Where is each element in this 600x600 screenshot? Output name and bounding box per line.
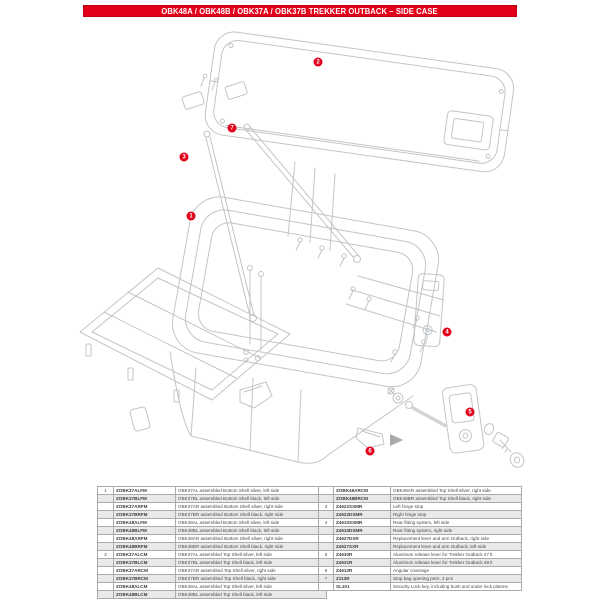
part-code-cell: ZOBK37ARCM (114, 567, 176, 575)
part-number-cell (319, 495, 334, 503)
table-row (98, 527, 327, 535)
lock-assembly-drawing (388, 384, 509, 454)
part-number-cell (98, 511, 114, 519)
part-code-cell: ZOBK37BRCM (114, 575, 176, 583)
part-description-cell: OBK37BL assembled Bottom Shell black, left side (176, 495, 327, 503)
part-number-cell: 3 (319, 503, 334, 511)
part-code-cell: ZOBK48ALFM (114, 519, 176, 527)
part-code-cell: ZOBK48ARCM (334, 487, 391, 495)
part-number-cell (98, 519, 114, 527)
part-description-cell: OBK37BR assembled Top Shell black, right side (176, 575, 327, 583)
part-code-cell: ZOBK48BRCM (334, 495, 391, 503)
table-row (98, 559, 327, 567)
table-row (98, 511, 327, 519)
table-row (98, 591, 327, 599)
part-description-cell: Stop bag opening pern, 2 pcs (391, 575, 522, 583)
part-number-cell (98, 583, 114, 591)
part-description-cell: Angular coverage (391, 567, 522, 575)
part-number-cell (98, 527, 114, 535)
callout-2: 2 (314, 58, 323, 67)
part-number-cell (319, 511, 334, 519)
part-code-cell: ZOBK37BLFM (114, 495, 176, 503)
table-row (319, 519, 522, 527)
part-code-cell: SL101 (334, 583, 391, 591)
part-description-cell: OBK48BL assembled Top Shell black, left side (176, 591, 327, 599)
part-description-cell: Security Lock key, including bush and under lock pistons (391, 583, 522, 591)
part-code-cell: ZOBK48BLFM (114, 527, 176, 535)
table-row (319, 543, 522, 551)
part-number-cell: 4 (319, 519, 334, 527)
callout-3: 3 (180, 153, 189, 162)
page-title: OBK48A / OBK48B / OBK37A / OBK37B TREKKER OUTBACK – SIDE CASE (161, 6, 439, 16)
part-number-cell: 2 (98, 551, 114, 559)
part-code-cell: ZOBK37ALFM (114, 487, 176, 495)
part-number-cell (319, 527, 334, 535)
part-description-cell: Right hinge stop (391, 511, 522, 519)
part-number-cell (98, 495, 114, 503)
key-drawing (500, 440, 526, 470)
part-number-cell (98, 535, 114, 543)
part-code-cell: ZOBK37BLCM (114, 559, 176, 567)
mounting-frame-drawing (80, 266, 290, 432)
part-number-cell (98, 567, 114, 575)
part-number-cell (319, 543, 334, 551)
table-row (98, 543, 327, 551)
table-row (319, 495, 522, 503)
table-row (98, 575, 327, 583)
callout-1: 1 (187, 212, 196, 221)
part-code-cell: Z4610SXMR (334, 519, 391, 527)
table-row (98, 519, 327, 527)
angular-coverage-drawing (356, 428, 403, 448)
part-number-cell (98, 591, 114, 599)
part-number-cell (98, 503, 114, 511)
table-row (98, 487, 327, 495)
callout-5: 5 (466, 408, 475, 417)
table-row (319, 503, 522, 511)
part-code-cell: Z4630R (334, 551, 391, 559)
part-code-cell: ZOBK37ARFM (114, 503, 176, 511)
part-code-cell: Z4622DXMR (334, 511, 391, 519)
parts-table-right (318, 486, 522, 591)
part-number-cell (98, 559, 114, 567)
part-description-cell: OBK37AL assembled Bottom Shell silver, left side (176, 487, 327, 495)
table-row (98, 567, 327, 575)
part-description-cell: OBK48BL assembled Bottom Shell black, left side (176, 527, 327, 535)
part-description-cell: Rear fitting system, left side (391, 519, 522, 527)
part-description-cell: OBK37AR assembled Top Shell silver, right side (176, 567, 327, 575)
table-row (319, 575, 522, 583)
top-shell-drawing (203, 29, 517, 174)
part-code-cell: Z4627DXR (334, 535, 391, 543)
table-row (319, 559, 522, 567)
part-code-cell: Z4610DXMR (334, 527, 391, 535)
table-row (98, 535, 327, 543)
part-code-cell: ZOBK48ALCM (114, 583, 176, 591)
part-description-cell: OBK48AL assembled Top Shell silver, left side (176, 583, 327, 591)
table-row (319, 583, 522, 591)
wedge-part-drawing (240, 382, 272, 408)
part-code-cell: Z113R (334, 575, 391, 583)
table-row (319, 511, 522, 519)
part-number-cell (319, 583, 334, 591)
table-row (319, 551, 522, 559)
table-row (98, 503, 327, 511)
part-number-cell: 5 (319, 551, 334, 559)
part-description-cell: OBK48AR assembled Top Shell silver, right side (391, 487, 522, 495)
part-number-cell: 7 (319, 575, 334, 583)
part-number-cell (98, 575, 114, 583)
part-code-cell: Z4622SXMR (334, 503, 391, 511)
part-description-cell: Replacement lever and arm Outback, right side (391, 535, 522, 543)
part-description-cell: OBK37BL assembled Top Shell black, left side (176, 559, 327, 567)
part-description-cell: OBK48AR assembled Bottom Shell silver, right side (176, 535, 327, 543)
part-description-cell: Left hinge stop (391, 503, 522, 511)
part-number-cell (98, 543, 114, 551)
part-number-cell (319, 535, 334, 543)
table-row (98, 495, 327, 503)
part-description-cell: Rear fitting system, right side (391, 527, 522, 535)
part-description-cell: OBK48BR assembled Top Shell black, right side (391, 495, 522, 503)
part-description-cell: Replacement lever and arm Outback, left side (391, 543, 522, 551)
part-description-cell: OBK48BR assembled Bottom Shell black, right side (176, 543, 327, 551)
part-description-cell: OBK48AL assembled Bottom Shell silver, left side (176, 519, 327, 527)
part-code-cell: ZOBK37BRFM (114, 511, 176, 519)
part-number-cell (319, 487, 334, 495)
part-code-cell: ZOBK48BRFM (114, 543, 176, 551)
part-number-cell: 1 (98, 487, 114, 495)
callout-4: 4 (443, 328, 452, 337)
table-row (98, 583, 327, 591)
part-code-cell: ZOBK48BLCM (114, 591, 176, 599)
part-description-cell: Aluminum release lever for Trekker Outback 48 lt (391, 559, 522, 567)
callout-6: 6 (366, 447, 375, 456)
callout-7: 7 (228, 124, 237, 133)
table-row (319, 567, 522, 575)
part-description-cell: OBK37AR assembled Bottom Shell silver, right side (176, 503, 327, 511)
table-row (319, 487, 522, 495)
part-number-cell (319, 559, 334, 567)
table-row (319, 527, 522, 535)
part-description-cell: Aluminum release lever for Trekker Outback 37 lt (391, 551, 522, 559)
bottom-shell-drawing (168, 162, 444, 463)
table-row (319, 535, 522, 543)
part-code-cell: ZOBK48ARFM (114, 535, 176, 543)
table-row (98, 551, 327, 559)
part-number-cell: 6 (319, 567, 334, 575)
part-code-cell: Z4631R (334, 559, 391, 567)
part-code-cell: ZOBK37ALCM (114, 551, 176, 559)
part-description-cell: OBK37BR assembled Bottom Shell black, right side (176, 511, 327, 519)
parts-table-left (97, 486, 327, 599)
part-code-cell: Z4627SXR (334, 543, 391, 551)
part-code-cell: Z4612R (334, 567, 391, 575)
part-description-cell: OBK37AL assembled Top Shell silver, left side (176, 551, 327, 559)
